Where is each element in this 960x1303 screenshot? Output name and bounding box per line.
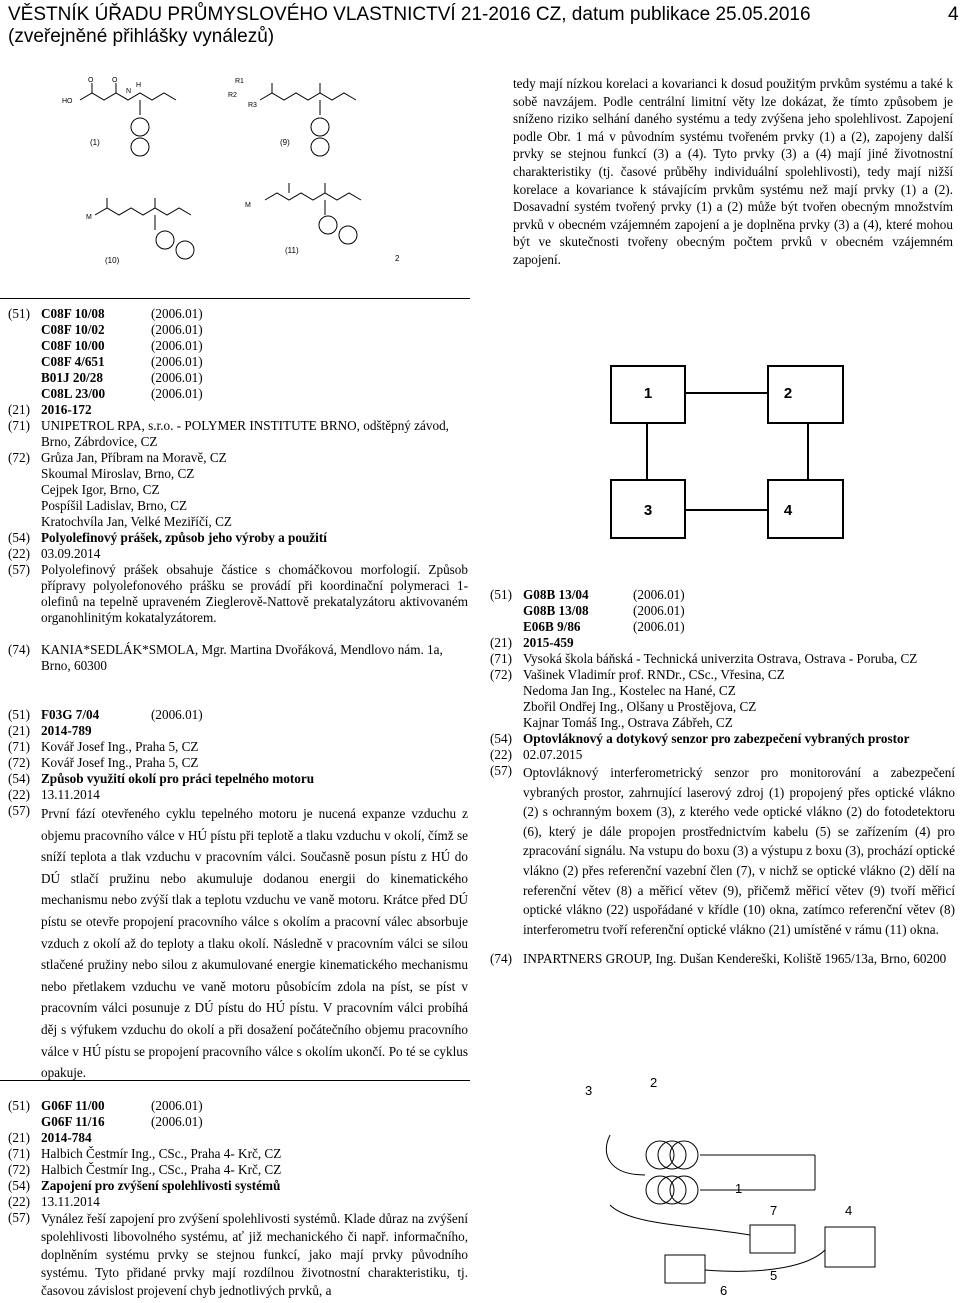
abstract: Optovláknový interferometrický senzor pro monitorování a zabezpečení vybraných prostor, zahrnující laserový zdroj (1) propojený přes optické vlákno (2) s ochranným boxem (3), z kterého vede optické vlákno (2) do fotodetektoru (6), který je dále propojen prostřednictvím kabelu (5) se zařízením (4) pro zpracování signálu. Na vstupu do boxu (3) a výstupu z boxu (3), prochází optické vlákno (2) přes referenční vazební člen (7), v nichž se optické vlákno (2) dělí na referenční větev (8) a měřicí větev (9), přičemž měřicí větev (9) tvoří měřicí optické vlákno (22) uspořádané v křídle (10) okna, zatímco referenční větev (8) interferometru tvoří referenční optické vlákno (21) umístěné v rámu (11) okna. [523, 765, 955, 937]
sensor-label: 1 [735, 1181, 743, 1196]
field-code: (51) [8, 306, 30, 321]
atom-label: M [86, 214, 92, 221]
figure-number: 2 [395, 254, 400, 263]
application-number: 2015-459 [523, 635, 574, 650]
sensor-label: 2 [650, 1075, 658, 1090]
atom-label: O [112, 77, 118, 84]
classification-row: C08F 10/08 (2006.01) [41, 306, 203, 321]
sensor-label: 5 [770, 1268, 778, 1283]
applicant: Kovář Josef Ing., Praha 5, CZ [41, 739, 199, 754]
journal-subtitle: (zveřejněné přihlášky vynálezů) [8, 26, 275, 47]
entry-fiber-sensor: (51) G08B 13/04 (2006.01) G08B 13/08 (2006.01) E06B 9/86 (2006.01) (21) 2015-459 (71) Vysoká škola báňská - Technická univerzita Ostrava, Ostrava - Poruba, CZ (72) Vašinek Vladimír prof. RNDr., CSc., Vřesina, CZ Nedoma Jan Ing., Kostelec na Hané, CZ Zbořil Ondřej Ing., Olšany u Prostějova, CZ Kajnar Tomáš Ing., Ostrava Zábřeh, CZ (54) Optovláknový a dotykový senzor pro zabezpečení vybraných prostor (22) 02.07.2015 (57) Optovláknový interferometrický senzor pro monitorování a zabezpečení vybraných prostor, zahrnující laserový zdroj (1) propojený přes optické vlákno (2) s ochranným boxem (3), z kterého vede optické vlákno (2) do fotodetektoru (6), který je dále propojen prostřednictvím kabelu (5) se zařízením (4) pro zpracování signálu. Na vstupu do boxu (3) a výstupu z boxu (3), prochází optické vlákno (2) přes referenční vazební člen (7), v nichž se optické vlákno (2) dělí na referenční větev (8) a měřicí větev (9), přičemž měřicí větev (9) tvoří měřicí optické vlákno (22) uspořádané v křídle (10) okna, zatímco referenční větev (8) interferometru tvoří referenční optické vlákno (21) umístěné v rámu (11) okna. (74) INPARTNERS GROUP, Ing. Dušan Kendereški, Koliště 1965/13a, Brno, 60200 [490, 587, 955, 967]
invention-title: Zapojení pro zvýšení spolehlivosti systémů [41, 1178, 281, 1193]
abstract: První fází otevřeného cyklu tepelného motoru je nucená expanze vzduchu z objemu pracovního válce v HÚ pístu při teplotě a tlaku vzduchu v okolí, čímž se sníží teplota a tlak vzduchu v pracovním válci. Současně posun pístu z HÚ do DÚ stlačí pružinu nebo akumuluje dodanou energii do kinematického mechanismu nebo zvýší tlak a teplotu vzduchu ve vaně motoru. Krátce před DÚ pístu se otevře propojení pracovního válce s okolím a pracovní válec absorbuje vzduch z okolí až do teploty a tlaku okolí. Následně v pracovním válci se silou stlačené pružiny nebo silou z akumulované energie kinematického mechanismu nebo přetlakem vzduchu ve vaně motoru působícím zdola na píst, se píst v pracovním válci posunuje z DÚ pístu do HÚ pístu. V pracovním válci probíhá děj s výfukem vzduchu do okolí a při dosažení počátečního objemu pracovního válce v HÚ pístu se propojení pracovního válce s okolím ukončí. Po té se cyklus opakuje. [41, 806, 468, 1081]
laser-source-box [750, 1225, 795, 1253]
structure-label-1: (1) [90, 138, 100, 147]
invention-title: Způsob využití okolí pro práci tepelného motoru [41, 771, 315, 786]
photodetector-box [665, 1255, 705, 1283]
block-2 [768, 366, 843, 423]
inventor: Halbich Čestmír Ing., CSc., Praha 4- Krč, CZ [41, 1162, 282, 1177]
application-number: 2014-784 [41, 1130, 92, 1145]
atom-label: HO [62, 98, 73, 105]
applicant: Halbich Čestmír Ing., CSc., Praha 4- Krč, CZ [41, 1146, 282, 1161]
atom-label: H [136, 82, 142, 89]
invention-title: Polyolefinový prášek, způsob jeho výroby a použití [41, 530, 327, 545]
entry-reliability: (51) G06F 11/00 (2006.01) G06F 11/16 (2006.01) (21) 2014-784 (71) Halbich Čestmír Ing., CSc., Praha 4- Krč, CZ (72) Halbich Čestmír Ing., CSc., Praha 4- Krč, CZ (54) Zapojení pro zvýšení spolehlivosti systémů (22) 13.11.2014 (57) Vynález řeší zapojení pro zvýšení spolehlivosti systémů. Klade důraz na zvýšení spolehlivosti libovolného systému, ať již mechanického či např. informačního, doplněním systému prvky se stejnou funkcí, jako mají prvky původního systému. Tyto přidané prvky mají rozdílnou životnostní charakteristiku, tj. časovou závislost projevení chyb jednotlivých prvků, a [8, 1098, 468, 1298]
sensor-label: 4 [845, 1203, 853, 1218]
block-label-3: 3 [643, 502, 653, 519]
block-diagram [610, 365, 845, 565]
agent: INPARTNERS GROUP, Ing. Dušan Kendereški, Koliště 1965/13a, Brno, 60200 [523, 951, 947, 967]
inventor: Kovář Josef Ing., Praha 5, CZ [41, 755, 199, 770]
filing-date: 03.09.2014 [41, 546, 101, 561]
sensor-label: 3 [585, 1083, 593, 1098]
classification-row: C08L 23/00 (2006.01) [41, 386, 203, 401]
applicant: UNIPETROL RPA, s.r.o. - POLYMER INSTITUTE BRNO, odštěpný závod, Brno, Zábrdovice, CZ [41, 418, 449, 449]
journal-title: VĚSTNÍK ÚŘADU PRŮMYSLOVÉHO VLASTNICTVÍ 21-2016 CZ, datum publikace 25.05.2016 [8, 4, 811, 25]
chemical-structures-figure [50, 75, 410, 275]
atom-label: M [245, 202, 251, 209]
atom-label: O [88, 77, 94, 84]
application-number: 2016-172 [41, 402, 92, 417]
structure-label-9: (9) [280, 138, 290, 147]
page-header [8, 4, 959, 48]
atom-label: N [126, 88, 132, 95]
classification-row: E06B 9/86 (2006.01) [523, 619, 685, 634]
classification-row: C08F 4/651 (2006.01) [41, 354, 203, 369]
block-label-1: 1 [643, 385, 653, 402]
inventors: Grůza Jan, Příbram na Moravě, CZ Skoumal Miroslav, Brno, CZ Cejpek Igor, Brno, CZ Pospíšil Ladislav, Brno, CZ Kratochvíla Jan, Velké Meziříčí, CZ [41, 450, 232, 529]
signal-processor-box [825, 1227, 875, 1267]
invention-title: Optovláknový a dotykový senzor pro zabezpečení vybraných prostor [523, 731, 910, 746]
abstract-continuation: tedy mají nízkou korelaci a kovarianci k dosud použitým prvkům systému a také k sobě navzájem. Podle centrální limitní věty lze dokázat, že tímto způsobem je sníženo riziko selhání daného systému a tedy zvýšena jeho spolehlivost. Zapojení podle Obr. 1 má v původním systému tvořeném prvky (1) a (2), zapojeny další prvky se stejnou funkcí (3) a (4). Tyto prvky (3) a (4) mají jiné životnostní charakteristiky (tj. časové průběhy individuální spolehlivosti), tedy mají nižší korelace a kovariance k stávajícím prvkům systému než mají prvky (1) a (2). Dosavadní systém tvořený prvky (1) a (2) může být tvořen obecným množstvím prvků v obecném vzájemném zapojení a je doplněna prvky (3) a (4), které mohou být ve skutečnosti tvořeny obecným počtem prvků v obecném vzájemném zapojení. [513, 76, 953, 267]
classification-row: B01J 20/28 (2006.01) [41, 370, 203, 385]
atom-label: R2 [228, 92, 237, 99]
filing-date: 13.11.2014 [41, 787, 100, 802]
classification-row: F03G 7/04 (2006.01) [41, 707, 203, 722]
classification-row: G06F 11/00 (2006.01) [41, 1098, 203, 1113]
classification-row: G08B 13/04 (2006.01) [523, 587, 685, 602]
inventors: Vašinek Vladimír prof. RNDr., CSc., Vřesina, CZ Nedoma Jan Ing., Kostelec na Hané, CZ Zbořil Ondřej Ing., Olšany u Prostějova, CZ Kajnar Tomáš Ing., Ostrava Zábřeh, CZ [523, 667, 785, 730]
filing-date: 02.07.2015 [523, 747, 583, 762]
application-number: 2014-789 [41, 723, 92, 738]
atom-label: R1 [235, 78, 244, 85]
separator-line [0, 298, 470, 299]
structure-label-10: (10) [105, 256, 120, 265]
classification-row: C08F 10/00 (2006.01) [41, 338, 203, 353]
block-label-2: 2 [783, 385, 793, 402]
classification-row: C08F 10/02 (2006.01) [41, 322, 203, 337]
applicant: Vysoká škola báňská - Technická univerzita Ostrava, Ostrava - Poruba, CZ [523, 651, 918, 666]
sensor-label: 7 [770, 1203, 778, 1218]
structure-label-11: (11) [285, 246, 299, 255]
entry-heat-engine: (51) F03G 7/04 (2006.01) (21) 2014-789 (71) Kovář Josef Ing., Praha 5, CZ (72) Kovář Josef Ing., Praha 5, CZ (54) Způsob využití okolí pro práci tepelného motoru (22) 13.11.2014 (57) První fází otevřeného cyklu tepelného motoru je nucená expanze vzduchu z objemu pracovního válce v HÚ pístu při teplotě a tlaku vzduchu v okolí, čímž se sníží teplota a tlak vzduchu v pracovním válci. Současně posun pístu z HÚ do DÚ stlačí pružinu nebo akumuluje dodanou energii do kinematického mechanismu nebo zvýší tlak a teplotu vzduchu ve vaně motoru. Krátce před DÚ pístu se otevře propojení pracovního válce s okolím a pracovní válec absorbuje vzduch z okolí až do teploty a tlaku okolí. Následně v pracovním válci se silou stlačené pružiny nebo silou z akumulované energie kinematického mechanismu nebo přetlakem vzduchu ve vaně motoru působícím zdola na píst, se píst v pracovním válci posunuje z DÚ pístu do HÚ pístu. V pracovním válci probíhá děj s výfukem vzduchu do okolí a při dosažení počátečního objemu pracovního válce v HÚ pístu se propojení pracovního válce s okolím ukončí. Po té se cyklus opakuje. [8, 707, 468, 1084]
block-4 [768, 480, 843, 538]
atom-label: R3 [248, 102, 257, 109]
sensor-label: 6 [720, 1283, 728, 1298]
page-number: 4 [948, 4, 959, 25]
abstract: Polyolefinový prášek obsahuje částice s chomáčkovou morfologií. Způsob přípravy polyolefonového prášku se provádí při koordinační polymeraci 1-olefinů na tepelně upraveném Zieglerově-Nattově prekatalyzátoru aktivovaném organohlinitým kokatalyzátorem. [41, 562, 468, 625]
block-label-4: 4 [783, 502, 793, 519]
abstract: Vynález řeší zapojení pro zvýšení spolehlivosti systémů. Klade důraz na zvýšení spolehlivosti libovolného systému, ať již mechanického či např. informačního, doplněním systému prvky se stejnou funkcí, jako mají prvky původního systému. Tyto přidané prvky mají rozdílnou životnostní charakteristiku, tj. časovou závislost projevení chyb jednotlivých prvků, a [41, 1211, 468, 1298]
fiber-sensor-figure [570, 1075, 900, 1300]
filing-date: 13.11.2014 [41, 1194, 100, 1209]
entry-polyolefin: (51) C08F 10/08 (2006.01) C08F 10/02 (2006.01) C08F 10/00 (2006.01) C08F 4/651 (2006.01) B01J 20/28 (2006.01) C08L 23/00 (2006.01) (21) 2016-172 (71) UNIPETROL RPA, s.r.o. - POLYMER INSTITUTE BRNO, odštěpný závod, Brno, Zábrdovice, CZ (72) Grůza Jan, Příbram na Moravě, CZ Skoumal Miroslav, Brno, CZ Cejpek Igor, Brno, CZ Pospíšil Ladislav, Brno, CZ Kratochvíla Jan, Velké Meziříčí, CZ (54) Polyolefinový prášek, způsob jeho výroby a použití (22) 03.09.2014 (57) Polyolefinový prášek obsahuje částice s chomáčkovou morfologií. Způsob přípravy polyolefonového prášku se provádí při koordinační polymeraci 1-olefinů na tepelně upraveném Zieglerově-Nattově prekatalyzátoru aktivovaném organohlinitým kokatalyzátorem. (74) KANIA*SEDLÁK*SMOLA, Mgr. Martina Dvořáková, Mendlovo nám. 1a, Brno, 60300 [8, 306, 468, 673]
classification-row: G06F 11/16 (2006.01) [41, 1114, 203, 1129]
agent: KANIA*SEDLÁK*SMOLA, Mgr. Martina Dvořáková, Mendlovo nám. 1a, Brno, 60300 [41, 642, 443, 673]
classification-row: G08B 13/08 (2006.01) [523, 603, 685, 618]
